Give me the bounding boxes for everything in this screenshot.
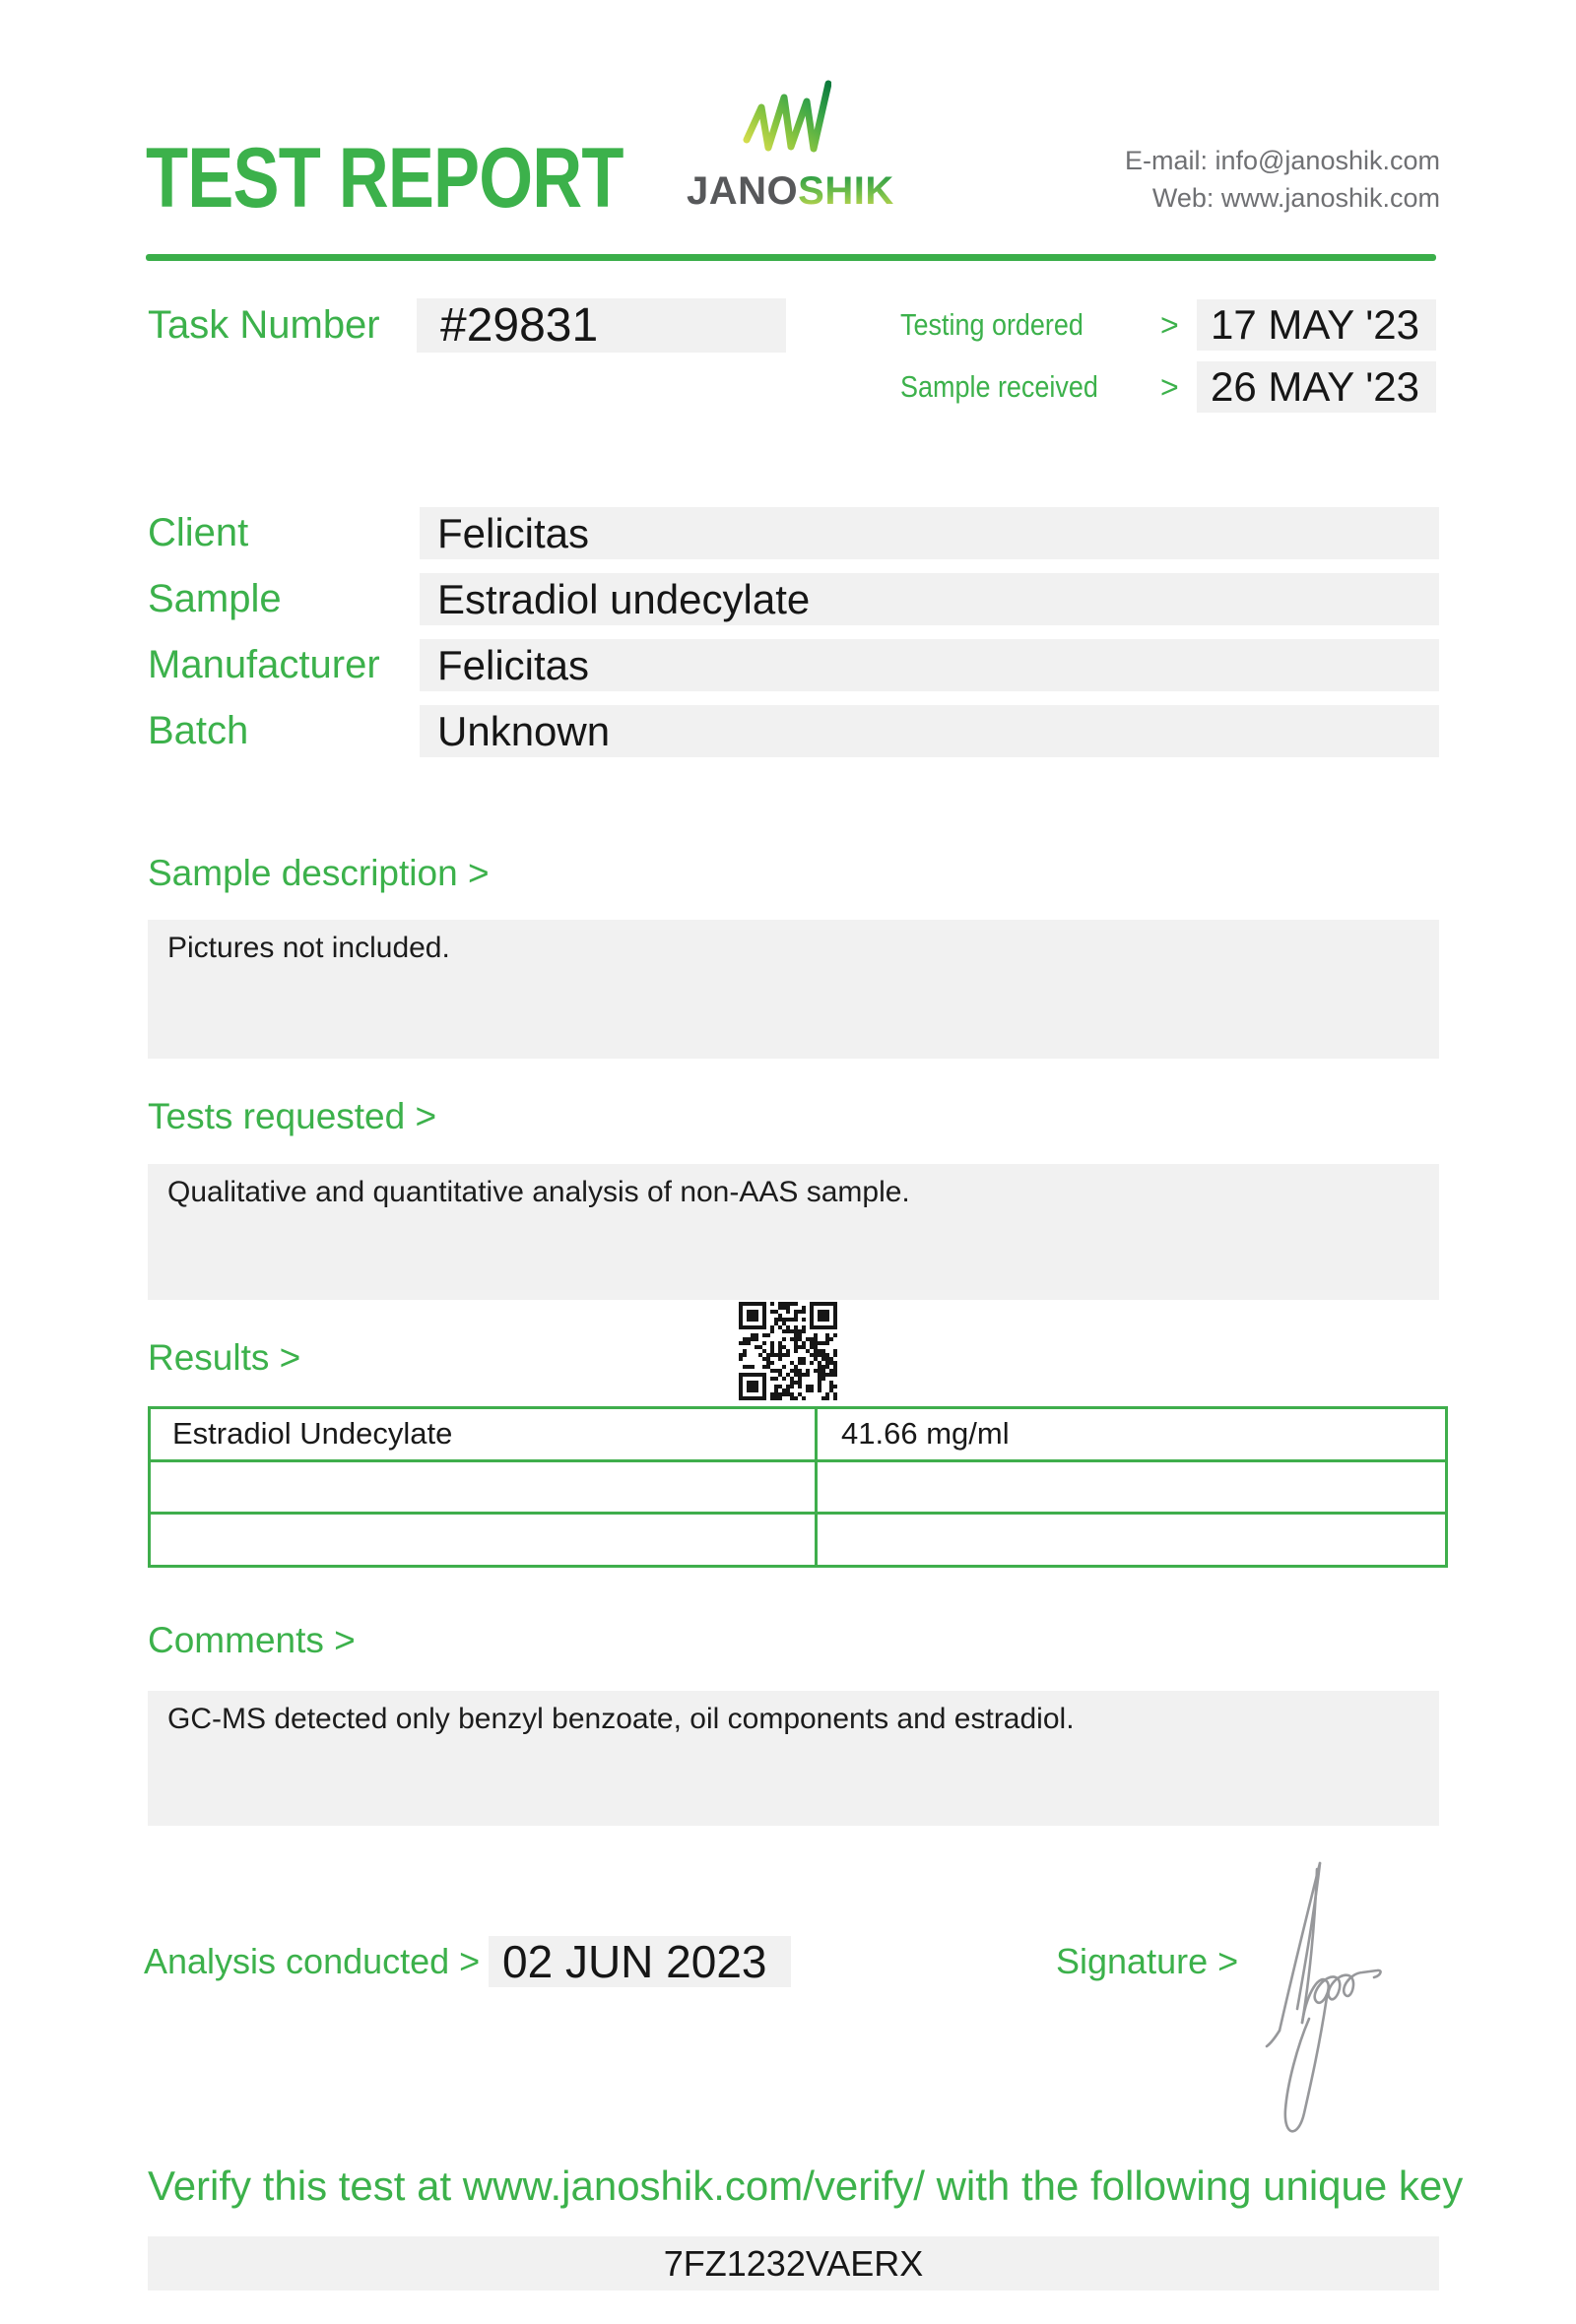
results-heading: Results > xyxy=(148,1337,301,1378)
signature-label: Signature > xyxy=(1056,1941,1239,1981)
growth-chart-icon xyxy=(741,79,831,156)
contact-web: Web: www.janoshik.com xyxy=(1151,183,1440,213)
batch-value: Unknown xyxy=(437,708,611,754)
table-row xyxy=(151,1409,1445,1459)
result-name xyxy=(151,1462,818,1513)
testing-ordered-label xyxy=(900,299,1111,351)
tests-requested-heading: Tests requested > xyxy=(148,1096,437,1136)
sample-label: Sample xyxy=(148,577,282,620)
contact-email: E-mail: info@janoshik.com xyxy=(1124,146,1440,175)
manufacturer-box xyxy=(420,639,1439,691)
result-name xyxy=(151,1515,818,1565)
logo-jano: JANO xyxy=(687,169,799,213)
logo-wordmark xyxy=(687,169,894,214)
sample-description-heading: Sample description > xyxy=(148,853,490,893)
table-row xyxy=(151,1459,1445,1513)
testing-ordered-arrow: > xyxy=(1160,307,1179,343)
qr-code-icon xyxy=(739,1302,837,1400)
client-label: Client xyxy=(148,511,249,554)
batch-label: Batch xyxy=(148,709,249,752)
tests-requested-body: Qualitative and quantitative analysis of non-AAS sample. xyxy=(167,1176,910,1208)
comments-body: GC-MS detected only benzyl benzoate, oil components and estradiol. xyxy=(167,1703,1075,1735)
task-number-value: #29831 xyxy=(440,299,599,352)
tests-requested-box xyxy=(148,1164,1439,1300)
task-number-label: Task Number xyxy=(148,303,380,347)
sample-value: Estradiol undecylate xyxy=(437,576,811,622)
sample-received-label xyxy=(900,361,1128,413)
table-row xyxy=(151,1512,1445,1565)
sample-received-text: Sample received xyxy=(900,369,1098,404)
page-title: TEST REPORT xyxy=(146,131,624,226)
sample-received-box xyxy=(1197,361,1436,413)
sample-received-date: 26 MAY '23 xyxy=(1211,363,1419,410)
task-number-box xyxy=(417,298,786,353)
signature-scribble xyxy=(1246,1830,1438,2145)
analysis-date-box xyxy=(489,1936,791,1987)
analysis-date-value: 02 JUN 2023 xyxy=(502,1936,767,1987)
testing-ordered-date: 17 MAY '23 xyxy=(1211,301,1419,348)
verify-key-box xyxy=(148,2236,1439,2291)
testing-ordered-box xyxy=(1197,299,1436,351)
logo-shik: SHIK xyxy=(798,169,894,213)
header-divider xyxy=(146,254,1436,261)
results-table xyxy=(148,1406,1448,1568)
verify-key: 7FZ1232VAERX xyxy=(663,2243,924,2284)
result-value: 41.66 mg/ml xyxy=(841,1416,1010,1452)
client-box xyxy=(420,507,1439,559)
analysis-conducted-label: Analysis conducted > xyxy=(144,1941,481,1981)
manufacturer-label: Manufacturer xyxy=(148,643,380,686)
comments-box xyxy=(148,1691,1439,1826)
manufacturer-value: Felicitas xyxy=(437,642,590,688)
result-name: Estradiol Undecylate xyxy=(151,1409,818,1459)
result-value xyxy=(818,1515,1445,1565)
batch-box xyxy=(420,705,1439,757)
sample-received-arrow: > xyxy=(1160,369,1179,405)
comments-heading: Comments > xyxy=(148,1620,356,1660)
sample-description-body: Pictures not included. xyxy=(167,932,450,964)
sample-box xyxy=(420,573,1439,625)
testing-ordered-text: Testing ordered xyxy=(900,307,1084,342)
result-value xyxy=(818,1462,1445,1513)
verify-text: Verify this test at www.janoshik.com/verify/ with the following unique key xyxy=(148,2163,1464,2209)
client-value: Felicitas xyxy=(437,510,590,556)
sample-description-box xyxy=(148,920,1439,1059)
